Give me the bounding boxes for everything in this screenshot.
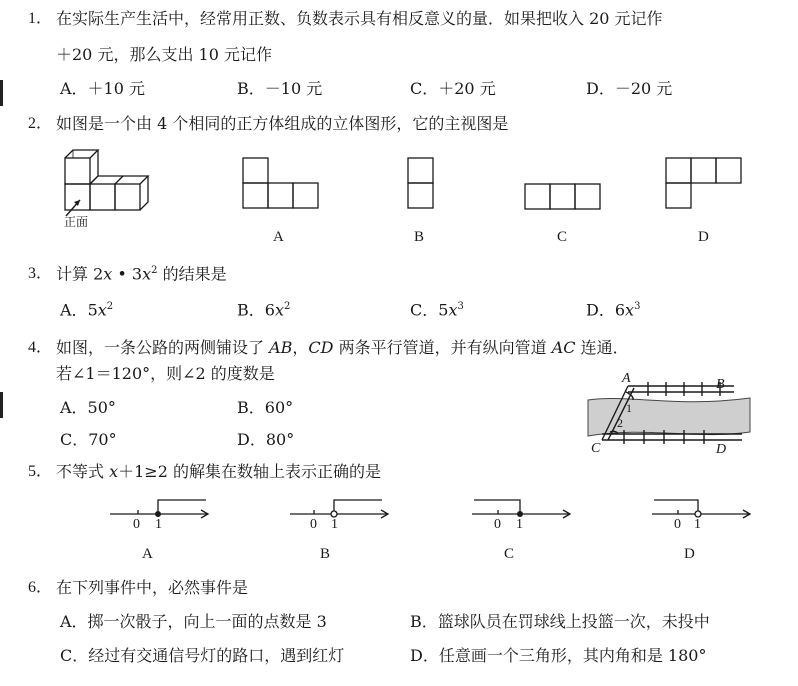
q6-number: 6． — [28, 579, 53, 596]
q1-option-c[interactable]: C．＋20 元 — [410, 79, 496, 98]
q2-choice-c-label[interactable]: C — [557, 229, 568, 245]
q1-stem-line2: ＋20 元，那么支出 10 元记作 — [56, 45, 272, 64]
q4-label-1: 1 — [626, 401, 632, 415]
q5-choice-a-label[interactable]: A — [142, 546, 153, 562]
q3-option-d[interactable]: D．$6x^3$ — [586, 300, 641, 320]
q4-stem-line1: 如图，一条公路的两侧铺设了 AB，CD 两条平行管道，并有纵向管道 AC 连通． — [56, 338, 629, 357]
q5-a-tick0: 0 — [133, 517, 140, 532]
q4-road-figure — [586, 371, 752, 458]
q2-choice-a-label[interactable]: A — [273, 229, 284, 245]
q5-b-tick0: 0 — [310, 517, 317, 532]
q6-option-c[interactable]: C．经过有交通信号灯的路口，遇到红灯 — [60, 646, 345, 665]
q5-d-tick1: 1 — [694, 517, 701, 532]
q6-option-b[interactable]: B．篮球队员在罚球线上投篮一次，未投中 — [410, 612, 710, 631]
q2-solid-figure — [60, 146, 160, 218]
q3-number: 3． — [28, 265, 53, 282]
q4-label-d: D — [716, 442, 727, 457]
q6-option-a[interactable]: A．掷一次骰子，向上一面的点数是 3 — [60, 612, 327, 631]
q2-choice-b-figure[interactable] — [407, 157, 435, 211]
q4-label-a: A — [622, 371, 631, 386]
q5-numberline-d[interactable] — [652, 494, 756, 524]
q2-choice-b-label[interactable]: B — [414, 229, 425, 245]
q2-choice-d-label[interactable]: D — [698, 229, 709, 245]
q5-numberline-c[interactable] — [472, 494, 576, 524]
q4-label-c: C — [591, 441, 601, 456]
q6-option-d[interactable]: D．任意画一个三角形，其内角和是 180° — [410, 646, 707, 665]
q5-a-tick1: 1 — [155, 517, 162, 532]
q4-label-b: B — [716, 377, 725, 392]
q5-choice-d-label[interactable]: D — [684, 546, 695, 562]
q4-option-c[interactable]: C．70° — [60, 430, 117, 449]
binding-mark-top — [0, 80, 3, 106]
q1-number: 1． — [28, 10, 53, 27]
q4-label-2: 2 — [617, 416, 623, 430]
q5-d-tick0: 0 — [674, 517, 681, 532]
q2-stem: 如图是一个由 4 个相同的正方体组成的立体图形，它的主视图是 — [56, 114, 509, 133]
q4-stem-line2: 若∠1＝120°，则∠2 的度数是 — [56, 364, 275, 383]
q2-choice-a-figure[interactable] — [242, 157, 322, 211]
q1-stem-line1: 在实际生产生活中，经常用正数、负数表示具有相反意义的量．如果把收入 20 元记作 — [56, 9, 663, 28]
q2-front-label: 正面 — [64, 215, 89, 229]
q3-option-c[interactable]: C．$5x^3$ — [410, 300, 464, 320]
q5-numberline-b[interactable] — [290, 494, 392, 524]
q4-option-d[interactable]: D．80° — [237, 430, 295, 449]
q5-stem: 不等式 x＋1≥2 的解集在数轴上表示正确的是 — [56, 462, 381, 481]
q6-stem: 在下列事件中，必然事件是 — [56, 578, 249, 597]
q2-choice-d-figure[interactable] — [665, 157, 749, 211]
q1-option-d[interactable]: D．－20 元 — [586, 79, 673, 98]
q4-number: 4． — [28, 339, 53, 356]
q3-stem: 计算 2x • $3x^2$ 的结果是 — [56, 264, 227, 284]
q2-number: 2． — [28, 115, 53, 132]
q1-option-a[interactable]: A．＋10 元 — [60, 79, 146, 98]
q3-option-b[interactable]: B．$6x^2$ — [237, 300, 291, 320]
q1-option-b[interactable]: B．－10 元 — [237, 79, 323, 98]
q3-option-a[interactable]: A．$5x^2$ — [60, 300, 114, 320]
q5-choice-b-label[interactable]: B — [320, 546, 331, 562]
binding-mark-bottom — [0, 392, 3, 418]
q5-choice-c-label[interactable]: C — [504, 546, 515, 562]
q5-c-tick1: 1 — [516, 517, 523, 532]
q4-option-a[interactable]: A．50° — [60, 398, 116, 417]
q2-choice-c-figure[interactable] — [524, 183, 604, 211]
q5-c-tick0: 0 — [494, 517, 501, 532]
q5-b-tick1: 1 — [331, 517, 338, 532]
q5-number: 5． — [28, 463, 53, 480]
q4-option-b[interactable]: B．60° — [237, 398, 294, 417]
